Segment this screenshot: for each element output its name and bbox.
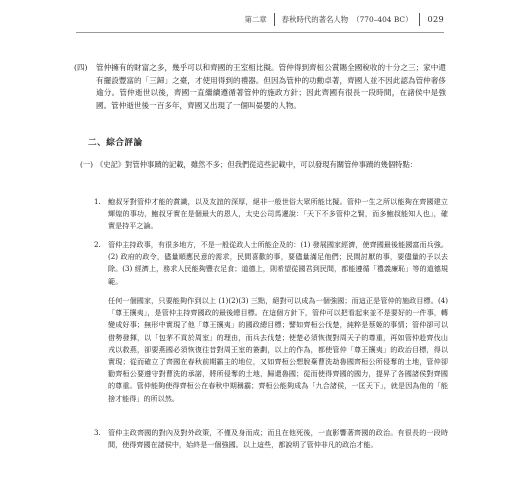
item-number: (四) (74, 63, 88, 72)
list-item (94, 196, 448, 233)
chapter-label: 第二章 (244, 14, 267, 24)
list-number: 2. (94, 240, 101, 249)
list-item (94, 239, 448, 288)
list-number: 3. (94, 428, 101, 437)
chapter-years: （770–404 BC） (352, 14, 413, 24)
subsection-text: 《史記》對管仲事蹟的記載，雖然不多；但我們從這些記載中，可以發現有關管仲事蹟的幾個特點： (96, 160, 418, 169)
list-number: 1. (94, 197, 101, 206)
header-rule (76, 32, 444, 33)
subsection-1 (80, 159, 448, 171)
item-text: 管仲擁有的財富之多，幾乎可以和齊國的王室相比擬。管仲得到齊桓公賞賜全國稅收的十分之三；家中還有擺設豐富的「三歸」之臺，才使用得到的禮器。但因為管仲的功勳卓著，齊國人並不因此認為管仲奢侈逾分。管仲逝世以後，齊國一直繼續遵循著管仲的施政方針；因此齊國有很長一段時間，在諸侯中是強國。管仲逝世後一百多年，齊國又出現了一個叫晏嬰的人物。 (96, 63, 446, 110)
list-text: 管仲主持政事，有很多地方，不是一般從政人士所能企及的：(1) 發展國家經濟，使齊國最後能國富而兵強。(2) 政府的政令，儘量順應民意的需求，民間喜歡的事，要儘量滿足他們；民間討厭的事，要儘量的予以去除。(3) 經濟上，務求人民能夠豐衣足食；道德上，則希望從國君到民間，都能遵循「禮義廉恥」等的道德規範。 (108, 240, 448, 286)
list-item (94, 427, 448, 451)
subsection-number: (一) (80, 160, 93, 169)
list-text: 管仲主政齊國的對內及對外政策，不僅及身而成；而且在他死後，一直影響著齊國的政治。有很長的一段時間，使得齊國在諸侯中，始終是一個強國。以上這些，都說明了管仲非凡的政治才能。 (108, 428, 448, 450)
header-divider (419, 13, 420, 26)
section-heading: 二、綜合評論 (88, 138, 143, 148)
header-divider (274, 13, 275, 26)
list-text: 鮑叔牙對管仲才能的賞識，以及友誼的深厚，絕非一般世俗大眾所能比擬。管仲一生之所以能夠在齊國建立輝煌的事功，鮑叔牙實在是個最大的恩人，太史公司馬遷說：「天下不多管仲之賢，而多鮑叔能知人也」，確實是持平之論。 (108, 197, 448, 231)
running-header (244, 12, 444, 26)
item-4 (74, 62, 446, 112)
body-paragraph: 任何一個國家，只要能夠作到以上 (1)(2)(3) 三點，絕對可以成為一個強國；而這正是管仲的施政目標。(4)「尊王攘夷」，是管仲主持齊國政的最後總目標。在這個方針下，管仲可以把看起來並不是要好的一件事，轉變成好事；無形中實現了他「尊王攘夷」的國政總目標；譬如齊桓公伐楚，純粹是蔡姬的事情；管仲卻可以借勢發揮，以「包茅不貢於周室」的理由，而兵去伐楚；使楚必須恢復對周天子的尊重，再如管仲趁齊伐山戎以救燕，卻要燕國必須恢復往昔對周王室的簽劃，以上的作為，都使管仲「尊王攘夷」的政治目標，得以實現；從而確立了齊國在春秋前期霸主的地位，又如齊桓公想脫棄曹洗劫魯國齊桓公所侵奪的土地，管仲卻勸齊桓公要遵守對曹洗的承諾，將所侵奪的土地，歸還魯國；從而使得齊國的國力，提昇了各國諸侯對齊國的尊重。管仲能夠使得齊桓公在春秋中期稱霸；齊桓公能夠成為「九合諸侯，一匡天下」，就是因為他的「能捨才能得」的所以然。 (108, 296, 448, 403)
page-number: 029 (427, 14, 444, 24)
chapter-title: 春秋時代的著名人物 (281, 14, 349, 24)
